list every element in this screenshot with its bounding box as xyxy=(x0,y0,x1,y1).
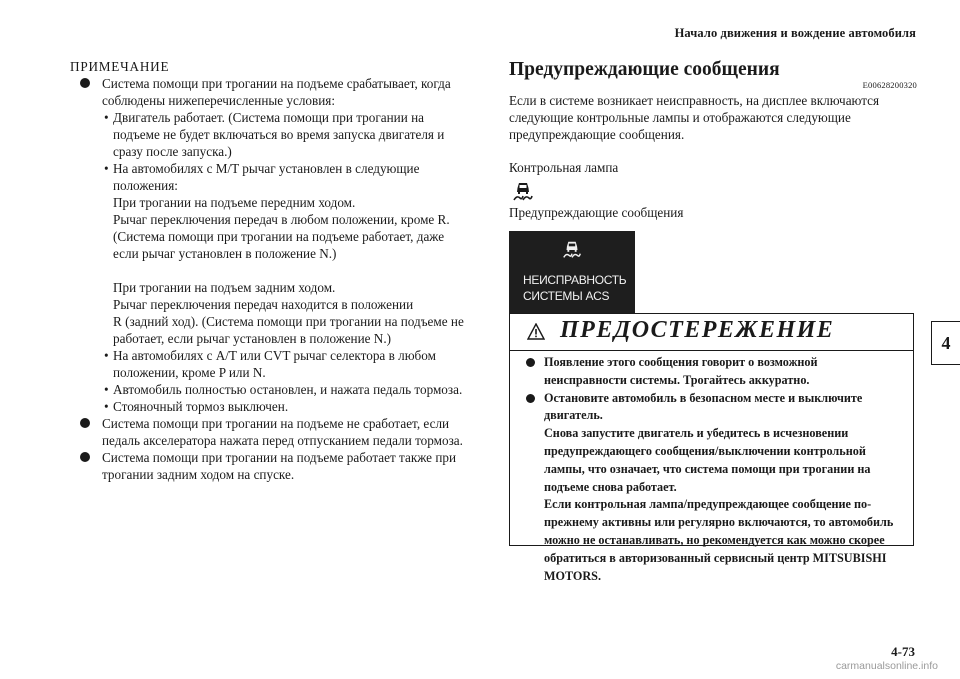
display-line-2: СИСТЕМЫ ACS xyxy=(523,289,610,303)
text-line: лампы, что означает, что система помощи при трогании на xyxy=(544,461,871,476)
page-number: 4-73 xyxy=(891,644,915,659)
text-line: обратиться в авторизованный сервисный центр MITSUBISHI xyxy=(544,550,887,565)
text-line: Если в системе возникает неисправность, на дисплее включаются xyxy=(509,93,880,108)
lamp-label: Контрольная лампа xyxy=(509,160,619,175)
warning-title: ПРЕДОСТЕРЕЖЕНИЕ xyxy=(560,317,835,343)
text-line: если рычаг установлен в положение N.) xyxy=(113,246,337,261)
text-line: Рычаг переключения передач находится в положении xyxy=(113,297,414,312)
note-column xyxy=(70,58,480,483)
warning-item-1 xyxy=(516,354,899,390)
text-line: Снова запустите двигатель и убедитесь в исчезновении xyxy=(544,426,849,441)
text-line: Стояночный тормоз выключен. xyxy=(113,399,289,414)
text-line: Система помощи при трогании на подъеме работает также при xyxy=(102,450,457,465)
running-header: Начало движения и вождение автомобиля xyxy=(674,26,916,40)
text-line: предупреждающие сообщения. xyxy=(509,127,685,142)
text-line: трогании задним ходом на спуске. xyxy=(102,467,295,482)
text-line: Появление этого сообщения говорит о возможной xyxy=(544,355,818,369)
text-line: подъеме не будет включаться во время запуска двигателя и xyxy=(113,127,445,142)
section-title: Предупреждающие сообщения xyxy=(509,59,780,80)
text-line: следующие контрольные лампы и отображаются следующие xyxy=(509,110,851,125)
dot-icon: • xyxy=(104,399,109,414)
warning-item-2 xyxy=(516,390,899,586)
note-item-3 xyxy=(70,449,480,483)
dot-icon: • xyxy=(104,161,109,176)
bullet-icon xyxy=(80,78,90,88)
section-intro xyxy=(509,92,917,143)
note-item-1 xyxy=(70,75,480,109)
text-line: При трогании на подъеме передним ходом. xyxy=(113,195,356,210)
text-line: можно не останавливать, но рекомендуется как можно скорее xyxy=(544,532,885,547)
warning-box xyxy=(509,313,914,583)
text-line: R (задний ход). (Система помощи при трогании на подъеме не xyxy=(113,314,464,329)
text-line: двигатель. xyxy=(544,408,603,423)
text-line: педаль акселератора нажата перед отпусканием педали тормоза. xyxy=(102,433,463,448)
text-line: положении, кроме P или N. xyxy=(113,365,266,380)
bullet-icon xyxy=(526,394,535,403)
text-line: подъеме снова работает. xyxy=(544,479,677,494)
text-line: сразу после запуска.) xyxy=(113,144,232,159)
text-line: неисправности системы. Трогайтесь аккуратно. xyxy=(544,372,810,387)
note-label: ПРИМЕЧАНИЕ xyxy=(70,59,170,74)
text-line: Если контрольная лампа/предупреждающее сообщение по- xyxy=(544,497,872,512)
text-line: MOTORS. xyxy=(544,568,601,583)
text-line: При трогании на подъем задним ходом. xyxy=(113,280,336,295)
text-line: (Система помощи при трогании на подъеме работает, даже xyxy=(113,229,445,244)
bullet-icon xyxy=(80,452,90,462)
text-line: Система помощи при трогании на подъеме не сработает, если xyxy=(102,416,450,431)
section-column xyxy=(509,58,917,313)
skid-car-icon xyxy=(511,180,535,204)
warning-triangle-icon xyxy=(527,323,545,340)
text-line: Остановите автомобиль в безопасном месте и выключите xyxy=(544,390,863,405)
text-line: Двигатель работает. (Система помощи при трогании на xyxy=(113,110,425,125)
display-line-1: НЕИСПРАВНОСТЬ xyxy=(523,273,627,287)
condition-item-5 xyxy=(70,398,480,415)
message-label: Предупреждающие сообщения xyxy=(509,205,684,220)
note-item-2 xyxy=(70,415,480,449)
condition-item-2 xyxy=(70,160,480,347)
text-line: предупреждающего сообщения/выключении контрольной xyxy=(544,443,866,458)
dot-icon: • xyxy=(104,110,109,125)
text-line: положения: xyxy=(113,178,178,193)
text-line: На автомобилях с A/T или CVT рычаг селектора в любом xyxy=(113,348,436,363)
text-line: работает, если рычаг установлен в положение N.) xyxy=(113,331,392,346)
bullet-icon xyxy=(526,358,535,367)
section-code: E00628200320 xyxy=(862,80,917,90)
display-message xyxy=(509,231,635,313)
dot-icon: • xyxy=(104,382,109,397)
warning-body xyxy=(510,351,913,585)
text-line: На автомобилях с M/T рычаг установлен в следующие xyxy=(113,161,420,176)
skid-car-icon xyxy=(561,239,583,261)
text-line: Рычаг переключения передач в любом положении, кроме R. xyxy=(113,212,450,227)
text-line: соблюдены нижеперечисленные условия: xyxy=(102,93,336,108)
text-line: прежнему активны или регулярно включаются, то автомобиль xyxy=(544,515,894,530)
dot-icon: • xyxy=(104,348,109,363)
text-line: Система помощи при трогании на подъеме срабатывает, когда xyxy=(102,76,451,91)
watermark: carmanualsonline.info xyxy=(835,660,938,672)
chapter-tab: 4 xyxy=(931,321,960,365)
condition-item-4 xyxy=(70,381,480,398)
text-line: Автомобиль полностью остановлен, и нажата педаль тормоза. xyxy=(113,382,463,397)
bullet-icon xyxy=(80,418,90,428)
warning-header xyxy=(510,314,913,351)
condition-item-3 xyxy=(70,347,480,381)
condition-item-1 xyxy=(70,109,480,160)
